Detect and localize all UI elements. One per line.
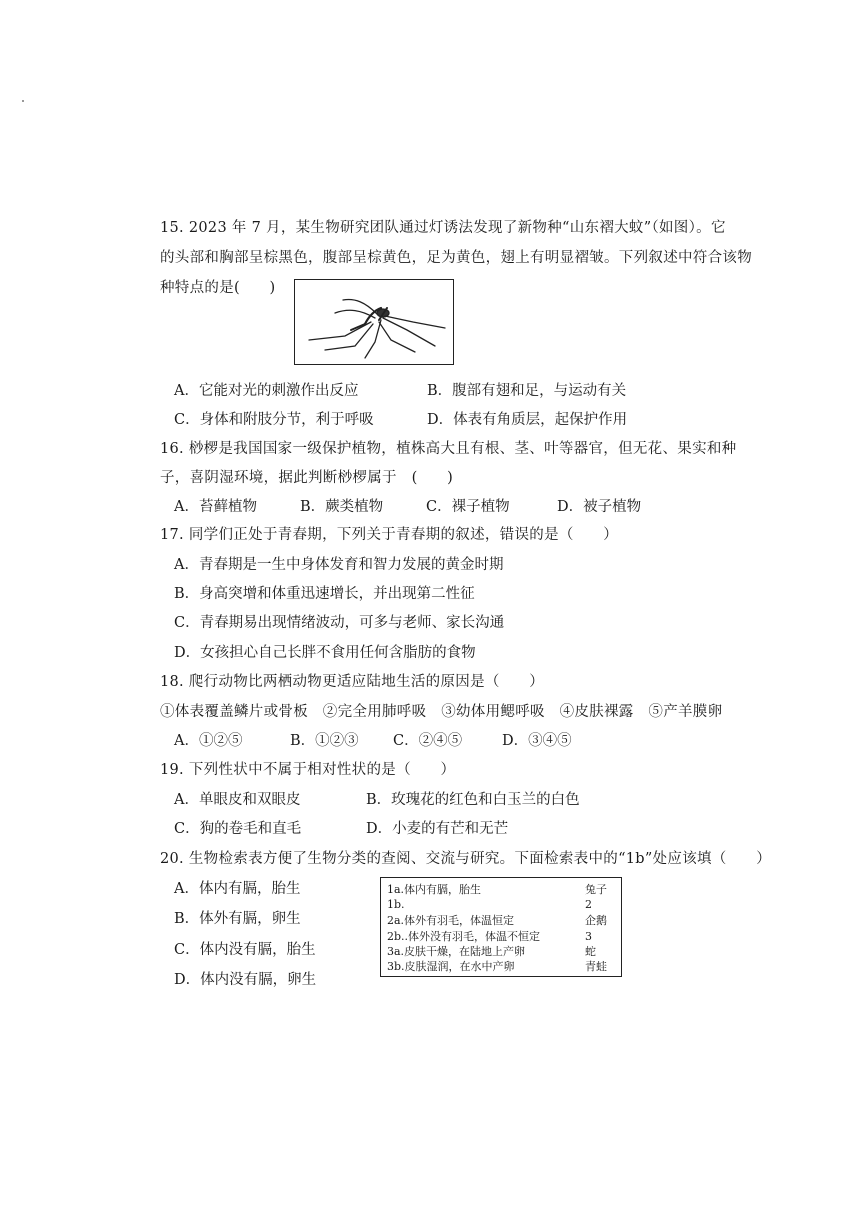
scan-speck bbox=[22, 100, 24, 102]
q16-stem-line-1: 16. 桫椤是我国国家一级保护植物，植株高大且有根、茎、叶等器官，但无花、果实和种 bbox=[160, 441, 737, 457]
key-row-result: 2 bbox=[585, 898, 592, 911]
q18-stem: 18. 爬行动物比两栖动物更适应陆地生活的原因是（ ） bbox=[160, 674, 545, 690]
q17-option-b: B．身高突增和体重迅速增长，并出现第二性征 bbox=[174, 586, 475, 602]
q17-option-c: C．青春期易出现情绪波动，可多与老师、家长沟通 bbox=[174, 615, 505, 631]
q16-option-b: B．蕨类植物 bbox=[300, 499, 384, 515]
classification-key-table bbox=[380, 877, 622, 977]
key-row-result: 蛇 bbox=[585, 945, 596, 958]
q16-option-a: A．苔藓植物 bbox=[174, 499, 257, 515]
q20-option-a: A．体内有膈，胎生 bbox=[174, 881, 301, 897]
q18-option-d: D．③④⑤ bbox=[502, 733, 572, 749]
q18-option-c: C．②④⑤ bbox=[393, 733, 463, 749]
q15-option-b: B．腹部有翅和足，与运动有关 bbox=[427, 383, 627, 399]
q15-stem-line-1: 15. 2023 年 7 月，某生物研究团队通过灯诱法发现了新物种“山东褶大蚊”（如图）。它 bbox=[160, 220, 726, 236]
key-row bbox=[387, 882, 619, 897]
q15-stem-line-3: 种特点的是( ) bbox=[160, 280, 276, 296]
q15-stem-line-2: 的头部和胸部呈棕黑色，腹部呈棕黄色，足为黄色，翅上有明显褶皱。下列叙述中符合该物 bbox=[160, 250, 752, 266]
key-row bbox=[387, 959, 619, 974]
q20-option-c: C．体内没有膈，胎生 bbox=[174, 942, 316, 958]
key-row bbox=[387, 929, 619, 944]
q19-option-c: C．狗的卷毛和直毛 bbox=[174, 821, 302, 837]
key-row-text: 1b. bbox=[387, 898, 405, 911]
q20-option-b: B．体外有膈，卵生 bbox=[174, 911, 301, 927]
q16-option-c: C．裸子植物 bbox=[426, 499, 510, 515]
q19-option-a: A．单眼皮和双眼皮 bbox=[174, 792, 301, 808]
key-row bbox=[387, 897, 619, 912]
q16-option-d: D．被子植物 bbox=[557, 499, 642, 515]
q15-option-c: C．身体和附肢分节，利于呼吸 bbox=[174, 412, 374, 428]
q18-statements: ①体表覆盖鳞片或骨板 ②完全用肺呼吸 ③幼体用鳃呼吸 ④皮肤裸露 ⑤产羊膜卵 bbox=[160, 704, 723, 720]
key-row-result: 3 bbox=[585, 930, 592, 943]
q19-stem: 19. 下列性状中不属于相对性状的是（ ） bbox=[160, 762, 456, 778]
q16-stem-line-2: 子，喜阴湿环境，据此判断桫椤属于 ( ) bbox=[160, 470, 454, 486]
key-row-result: 青蛙 bbox=[585, 960, 607, 973]
key-row-result: 兔子 bbox=[585, 883, 607, 896]
q19-option-d: D．小麦的有芒和无芒 bbox=[366, 821, 509, 837]
q18-option-a: A．①②⑤ bbox=[174, 733, 243, 749]
q17-option-a: A．青春期是一生中身体发育和智力发展的黄金时期 bbox=[174, 557, 504, 573]
key-row-text: 1a.体内有膈，胎生 bbox=[387, 883, 482, 896]
crane-fly-figure bbox=[294, 279, 454, 365]
key-row-text: 3b.皮肤湿润，在水中产卵 bbox=[387, 960, 515, 973]
q19-option-b: B．玫瑰花的红色和白玉兰的白色 bbox=[366, 792, 580, 808]
key-row bbox=[387, 944, 619, 959]
q18-option-b: B．①②③ bbox=[290, 733, 359, 749]
crane-fly-icon bbox=[295, 280, 452, 363]
key-row-result: 企鹅 bbox=[585, 914, 607, 927]
key-row bbox=[387, 913, 619, 928]
q20-stem: 20. 生物检索表方便了生物分类的查阅、交流与研究。下面检索表中的“1b”处应该填（ ） bbox=[160, 851, 771, 867]
key-row-text: 2a.体外有羽毛，体温恒定 bbox=[387, 914, 515, 927]
q15-option-a: A．它能对光的刺激作出反应 bbox=[174, 383, 359, 399]
key-row-text: 3a.皮肤干燥，在陆地上产卵 bbox=[387, 945, 526, 958]
q15-option-d: D．体表有角质层，起保护作用 bbox=[427, 412, 628, 428]
q17-option-d: D．女孩担心自己长胖不食用任何含脂肪的食物 bbox=[174, 645, 476, 661]
q20-option-d: D．体内没有膈，卵生 bbox=[174, 972, 317, 988]
key-row-text: 2b..体外没有羽毛，体温不恒定 bbox=[387, 930, 541, 943]
q17-stem: 17. 同学们正处于青春期，下列关于青春期的叙述，错误的是（ ） bbox=[160, 527, 619, 543]
